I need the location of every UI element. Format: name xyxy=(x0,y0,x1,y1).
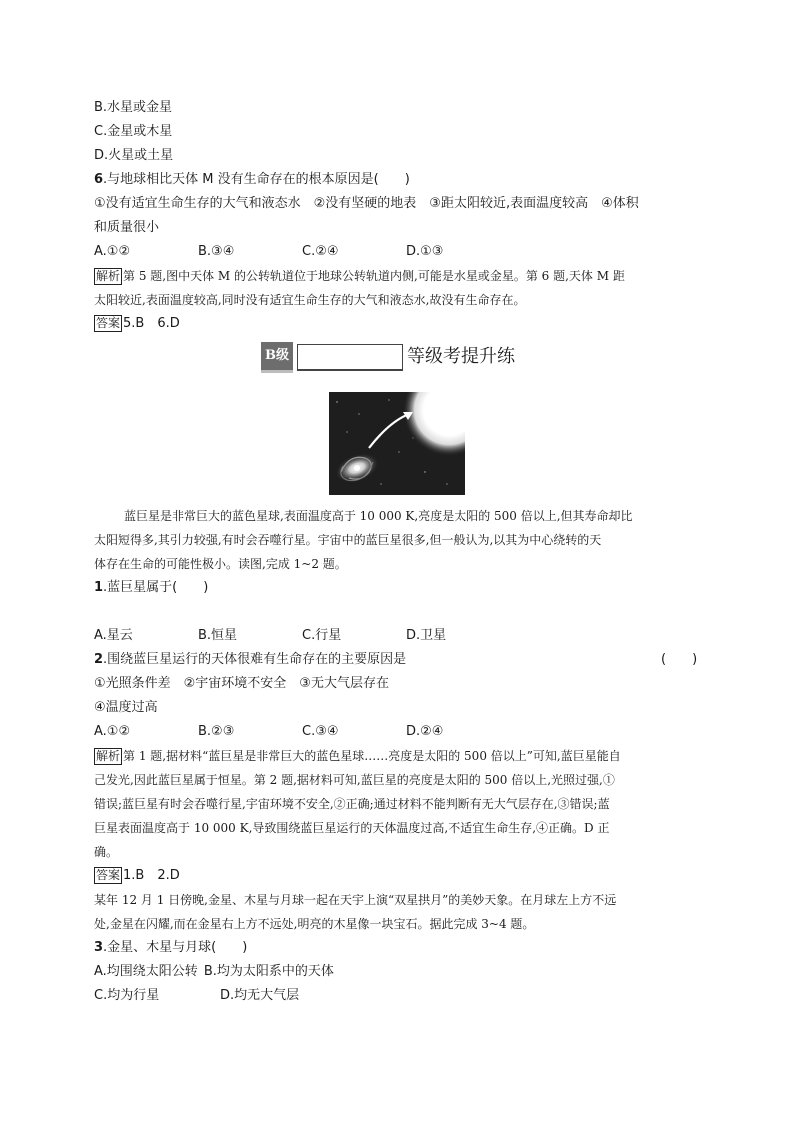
q2-answer-paren: ( ) xyxy=(661,652,698,667)
q1-option-a: A.星云 xyxy=(94,628,133,643)
q1-option-b: B.恒星 xyxy=(198,628,238,643)
q3-stem-text: .金星、木星与月球( ) xyxy=(103,940,248,955)
q6-stem xyxy=(94,170,410,190)
analysis-tag-2: 解析 xyxy=(96,749,121,763)
passage1-line2: 太阳短得多,其引力较强,有时会吞噬行星。宇宙中的蓝巨星很多,但一般认为,以其为中心绕转的天 xyxy=(94,533,602,547)
q2-option-c: C.③④ xyxy=(302,724,339,739)
q1-option-c: C.行星 xyxy=(302,628,342,643)
analysis2-line1 xyxy=(94,746,621,766)
q2-stem-text: .围绕蓝巨星运行的天体很难有生命存在的主要原因是 xyxy=(103,652,407,667)
passage2-line2: 处,金星在闪耀,而在金星右上方不远处,明亮的木星像一块宝石。据此完成 3~4 题。 xyxy=(94,917,535,931)
q2-option-a: A.①② xyxy=(94,724,131,739)
q2-number: 2 xyxy=(94,652,104,667)
q2-option-b: B.②③ xyxy=(198,724,235,739)
analysis1-line1 xyxy=(94,266,625,286)
q3-stem xyxy=(94,938,247,958)
analysis2-line3: 错误;蓝巨星有时会吞噬行星,宇宙环境不安全,②正确;通过材料不能判断有无大气层存在,③错误;蓝 xyxy=(94,797,610,811)
analysis2-text1: 第 1 题,据材料“蓝巨星是非常巨大的蓝色星球……亮度是太阳的 500 倍以上”可知,蓝巨星能自 xyxy=(123,749,621,763)
q2-items-line2: ④温度过高 xyxy=(94,700,158,715)
answer-tag-2: 答案 xyxy=(96,868,121,882)
q6-option-c: C.②④ xyxy=(302,244,339,259)
answer2-text: 1.B 2.D xyxy=(123,868,180,883)
q5-option-b: B.水星或金星 xyxy=(94,100,173,115)
q3-option-a: A.均围绕太阳公转 xyxy=(94,964,198,979)
answer1 xyxy=(94,314,180,334)
q6-items-line1: ①没有适宜生命生存的大气和液态水 ②没有坚硬的地表 ③距太阳较近,表面温度较高 ④体积 xyxy=(94,196,639,211)
q2-options xyxy=(94,722,510,742)
q3-options-row1 xyxy=(94,962,334,982)
q1-option-d: D.卫星 xyxy=(406,628,447,643)
q6-options xyxy=(94,242,510,262)
section-blank-box xyxy=(297,344,403,371)
answer-tag: 答案 xyxy=(96,316,121,330)
blue-giant-illustration xyxy=(329,392,465,495)
q5-option-c: C.金星或木星 xyxy=(94,124,173,139)
q6-stem-text: .与地球相比天体 M 没有生命存在的根本原因是( ) xyxy=(103,172,410,187)
q3-number: 3 xyxy=(94,940,104,955)
q1-stem-text: .蓝巨星属于( ) xyxy=(103,580,209,595)
q6-items-line2: 和质量很小 xyxy=(94,220,160,235)
passage2-line1: 某年 12 月 1 日傍晚,金星、木星与月球一起在天宇上演“双星拱月”的美妙天象。在月球左上方不远 xyxy=(94,893,617,907)
q6-number: 6 xyxy=(94,172,104,187)
analysis-tag: 解析 xyxy=(96,269,121,283)
q3-options-row2 xyxy=(94,986,299,1006)
analysis2-line5: 确。 xyxy=(94,845,119,859)
q2-items-line1: ①光照条件差 ②宇宙环境不安全 ③无大气层存在 xyxy=(94,676,389,691)
answer1-text: 5.B 6.D xyxy=(123,316,180,331)
q3-option-c: C.均为行星 xyxy=(94,988,160,1003)
passage1-line3: 体存在生命的可能性极小。读图,完成 1~2 题。 xyxy=(94,557,347,571)
analysis2-line4: 巨星表面温度高于 10 000 K,导致围绕蓝巨星运行的天体温度过高,不适宜生命生存,④正确。D 正 xyxy=(94,821,610,835)
q3-option-b: B.均为太阳系中的天体 xyxy=(203,964,334,979)
section-title: 等级考提升练 xyxy=(407,346,515,367)
q2-option-d: D.②④ xyxy=(406,724,444,739)
q3-option-d: D.均无大气层 xyxy=(220,988,300,1003)
analysis1-line2: 太阳较近,表面温度较高,同时没有适宜生命生存的大气和液态水,故没有生命存在。 xyxy=(94,293,526,307)
passage1-line1: 蓝巨星是非常巨大的蓝色星球,表面温度高于 10 000 K,亮度是太阳的 500 倍以上,但其寿命却比 xyxy=(124,509,633,523)
q1-number: 1 xyxy=(94,580,104,595)
answer2 xyxy=(94,866,180,886)
q6-option-b: B.③④ xyxy=(198,244,235,259)
section-level-badge: B级 xyxy=(261,342,293,370)
q6-option-a: A.①② xyxy=(94,244,131,259)
q5-option-d: D.火星或土星 xyxy=(94,148,174,163)
analysis1-text1: 第 5 题,图中天体 M 的公转轨道位于地球公转轨道内侧,可能是水星或金星。第 6 题,天体 M 距 xyxy=(123,269,625,283)
q6-option-d: D.①③ xyxy=(406,244,444,259)
analysis2-line2: 己发光,因此蓝巨星属于恒星。第 2 题,据材料可知,蓝巨星的亮度是太阳的 500 倍以上,光照过强,① xyxy=(94,773,615,787)
q1-options xyxy=(94,626,510,646)
q2-stem xyxy=(94,650,406,670)
q1-stem xyxy=(94,578,208,598)
